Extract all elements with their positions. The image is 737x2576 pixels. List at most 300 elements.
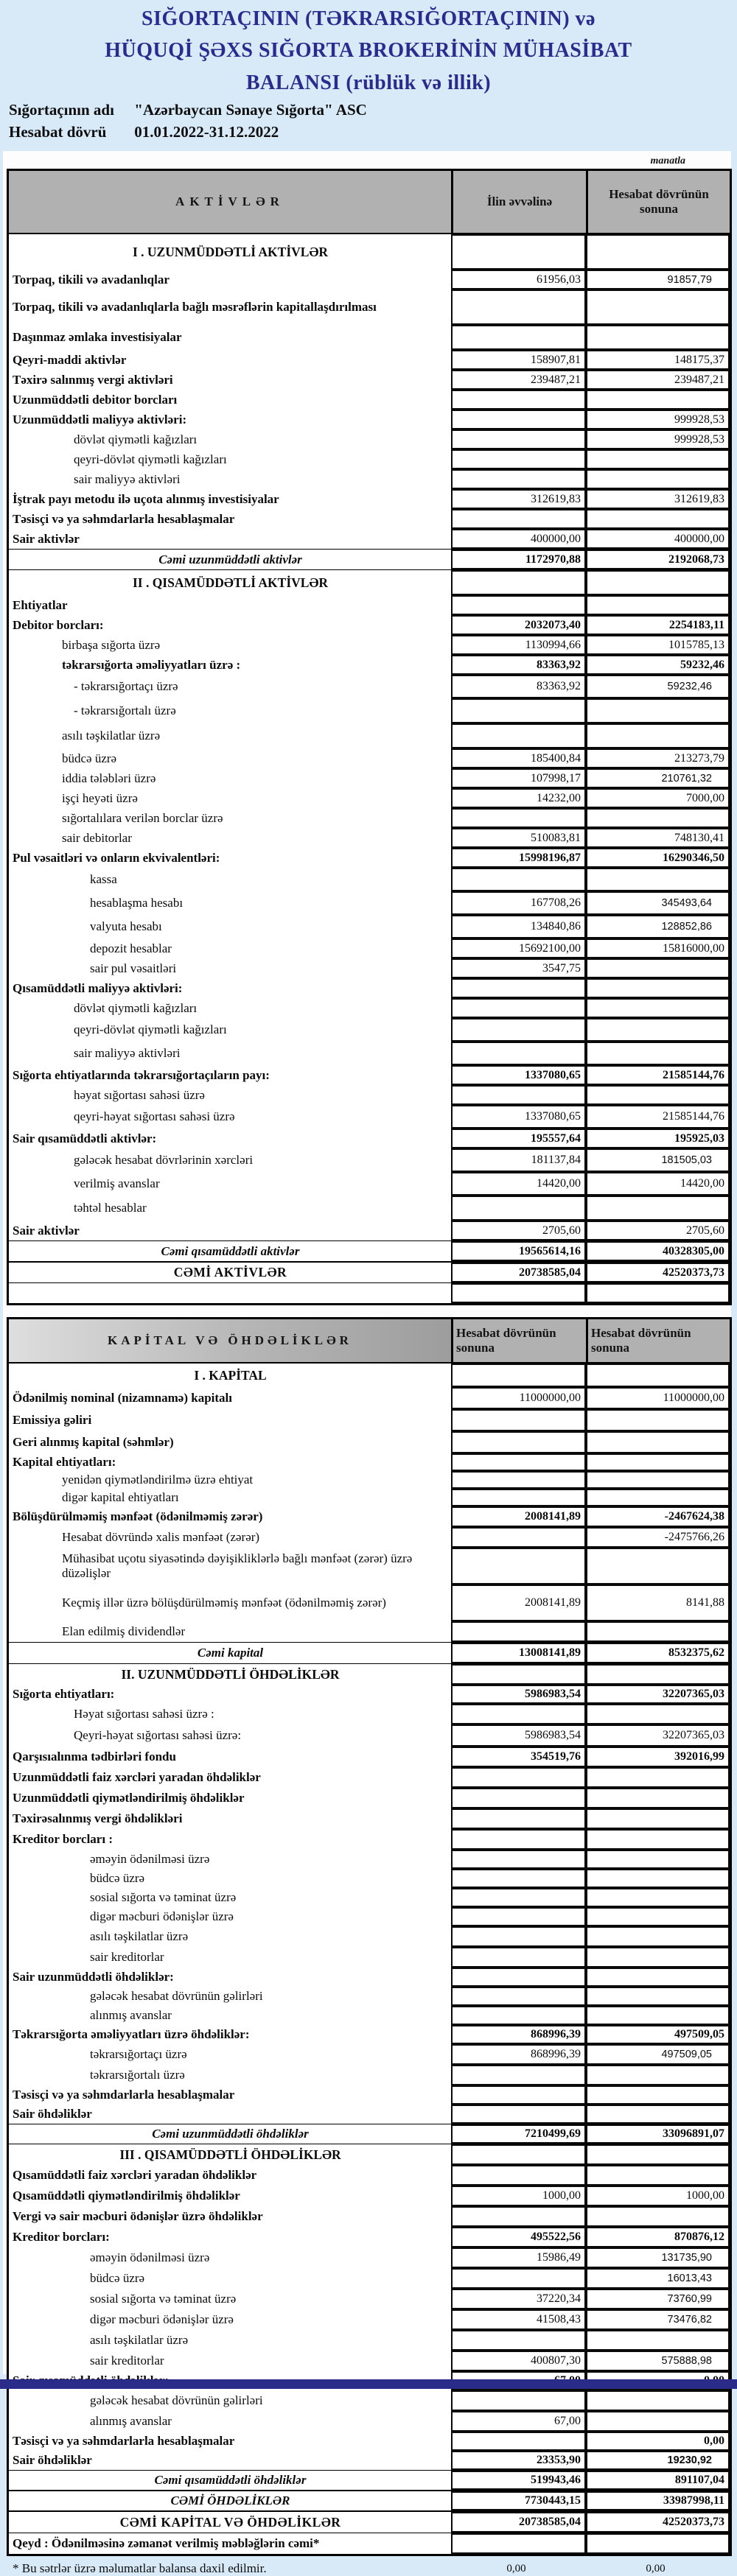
row-label: digər məcburi ödənişlər üzrə [90, 2312, 234, 2327]
table-row [9, 1621, 730, 1642]
value-col-1: 868996,39 [451, 2044, 586, 2065]
table-row [9, 1148, 730, 1172]
value-col-2 [586, 1767, 730, 1788]
value-col-1 [451, 2533, 586, 2554]
assets-table [7, 169, 732, 1305]
row-label: Uzunmüddətli qiymətləndirilmiş öhdəliklər [13, 1791, 245, 1805]
table-row [9, 1262, 730, 1283]
value-col-1 [451, 1018, 586, 1042]
row-label: CƏMİ AKTİVLƏR [173, 1265, 287, 1280]
value-col-1 [451, 2206, 586, 2227]
row-label: Ehtiyatlar [13, 597, 68, 612]
table-row [9, 698, 730, 723]
row-label: Sair aktivlər [13, 531, 80, 546]
value-col-2: 345493,64 [586, 891, 730, 915]
value-col-2 [586, 234, 730, 270]
value-col-2: 42520373,73 [586, 1263, 730, 1282]
row-label: Qısamüddətli qiymətləndirilmiş öhdəliklər [13, 2189, 240, 2203]
table-row [9, 350, 730, 370]
value-col-1 [451, 2268, 586, 2289]
value-col-1 [451, 1808, 586, 1829]
row-label: Mühasibat uçotu siyasətində dəyişikliklərlə bağlı mənfəət (zərər) üzrə düzəlişlər [62, 1551, 413, 1580]
value-col-1: 1337080,65 [451, 1105, 586, 1129]
value-col-2: 999928,53 [586, 410, 730, 429]
row-label: - təkrarsığortalı üzrə [74, 703, 176, 718]
row-label: təkrarsığortalı üzrə [90, 2068, 185, 2082]
table-row [9, 675, 730, 698]
table-row [9, 390, 730, 410]
value-col-2: 33096891,07 [586, 2124, 730, 2144]
table-row [9, 1065, 730, 1085]
table-row [9, 1387, 730, 1409]
value-col-1 [451, 1489, 586, 1506]
value-col-1: 13008141,89 [451, 1643, 586, 1663]
table-row [9, 891, 730, 915]
row-label: Təxirə salınmış vergi aktivləri [13, 372, 173, 387]
row-label: sair debitorlar [62, 830, 132, 845]
value-col-1 [451, 1968, 586, 1987]
value-col-1 [451, 698, 586, 723]
table-row [9, 1085, 730, 1105]
row-label: həyat sığortası sahəsi üzrə [74, 1087, 205, 1102]
row-label: Torpaq, tikili və avadanlıqlarla bağlı məsrəflərin kapitallaşdırılması [13, 300, 377, 315]
value-col-1: 15998196,87 [451, 848, 586, 868]
value-col-2 [586, 1409, 730, 1431]
row-label: Pul vəsaitləri və onların ekvivalentləri: [13, 850, 220, 865]
value-col-2: 73760,99 [586, 2289, 730, 2309]
value-col-1: 1172970,88 [451, 550, 586, 569]
value-col-1 [451, 2085, 586, 2105]
value-col-2: 21585144,76 [586, 1065, 730, 1085]
assets-header-col1: İlin əvvəlinə [451, 171, 586, 233]
value-col-1: 11000000,00 [451, 1387, 586, 1409]
value-col-1 [451, 1085, 586, 1105]
row-label: Qısamüddətli maliyyə aktivləri: [13, 980, 183, 995]
page-title [0, 3, 737, 99]
value-col-2: 999928,53 [586, 429, 730, 449]
row-label: sair kreditorlar [90, 2354, 164, 2368]
table-row [9, 808, 730, 828]
value-col-2 [586, 390, 730, 410]
value-col-2 [586, 958, 730, 978]
table-row [9, 509, 730, 529]
table-row [9, 1196, 730, 1221]
table-row [9, 1664, 730, 1685]
value-col-1: 61956,03 [451, 270, 586, 289]
row-label: Təkrarsığorta əməliyyatları üzrə öhdəliklər: [13, 2027, 250, 2042]
value-col-1 [451, 868, 586, 891]
value-col-2 [586, 2533, 730, 2554]
sheet-panel [3, 151, 731, 2575]
row-label: Sair qısamüddətli aktivlər: [13, 1131, 157, 1145]
table-row [9, 615, 730, 635]
row-label: əməyin ödənilməsi üzrə [90, 1852, 210, 1867]
row-label: Sair uzunmüddətli öhdəliklər: [13, 1970, 174, 1984]
row-label: təhtəl hesablar [74, 1201, 147, 1215]
value-col-2 [586, 1947, 730, 1968]
table-row [9, 549, 730, 570]
footnote-text: * Bu sətrlər üzrə məlumatlar balansa daxil edilmir. [13, 2561, 267, 2575]
assets-header-label: AKTİVLƏR [9, 171, 451, 233]
table-row [9, 1364, 730, 1387]
value-col-2: 15816000,00 [586, 938, 730, 958]
row-label: Sair öhdəliklər [13, 2107, 92, 2121]
table-row [9, 270, 730, 289]
value-col-2 [586, 1869, 730, 1888]
table-row [9, 1747, 730, 1767]
table-row [9, 1283, 730, 1303]
table-row [9, 1829, 730, 1850]
row-label: sair pul vəsaitləri [90, 961, 177, 975]
value-col-1: 83363,92 [451, 675, 586, 698]
value-col-2: 575888,98 [586, 2351, 730, 2371]
value-col-1 [451, 1788, 586, 1808]
row-label: hesablaşma hesabı [90, 896, 184, 910]
row-label: Qeyri-maddi aktivlər [13, 352, 127, 367]
row-label: yenidən qiymətləndirilmə üzrə ehtiyat [62, 1473, 254, 1487]
table-row [9, 2105, 730, 2124]
value-col-2 [586, 2144, 730, 2165]
table-row [9, 2025, 730, 2044]
reporting-period-line [9, 121, 367, 143]
table-row [9, 1129, 730, 1148]
footnote-row [7, 2561, 727, 2576]
value-col-2 [586, 1888, 730, 1907]
row-label: sair maliyyə aktivləri [74, 1046, 181, 1061]
row-label: əməyin ödənilməsi üzrə [90, 2250, 210, 2265]
table-row [9, 938, 730, 958]
value-col-2: 2254183,11 [586, 615, 730, 635]
value-col-2 [586, 808, 730, 828]
value-col-2: 748130,41 [586, 828, 730, 848]
value-col-1 [451, 723, 586, 748]
table-row [9, 595, 730, 615]
value-col-1: 15986,49 [451, 2247, 586, 2268]
row-label: Uzunmüddətli faiz xərcləri yaradan öhdəliklər [13, 1770, 261, 1785]
row-label: Ödənilmiş nominal (nizamnamə) kapitalı [13, 1391, 232, 1405]
table-row [9, 2065, 730, 2085]
row-label: qeyri-dövlət qiymətli kağızları [74, 1022, 227, 1037]
value-col-2: 16013,43 [586, 2268, 730, 2289]
table-row [9, 570, 730, 595]
value-col-2: 14420,00 [586, 1172, 730, 1196]
table-row [9, 1907, 730, 1926]
value-col-1: 23353,90 [451, 2451, 586, 2470]
value-col-1 [451, 570, 586, 595]
row-label: - təkrarsığortaçı üzrə [74, 679, 178, 694]
liabilities-table [7, 1317, 732, 2556]
value-col-2 [586, 1968, 730, 1987]
row-label: Qeyri-həyat sığortası sahəsi üzrə: [74, 1728, 242, 1743]
table-row [9, 635, 730, 655]
value-col-1 [451, 1987, 586, 2006]
value-col-1: 3547,75 [451, 958, 586, 978]
table-row [9, 1808, 730, 1829]
row-label: Sığorta ehtiyatları: [13, 1687, 115, 1702]
row-label: Hesabat dövründə xalis mənfəət (zərər) [62, 1530, 260, 1545]
value-col-1: 20738585,04 [451, 2512, 586, 2533]
value-col-2 [586, 325, 730, 350]
insurer-label: Sığortaçının adı [9, 101, 114, 119]
table-row [9, 2085, 730, 2105]
table-row [9, 370, 730, 390]
value-col-1 [451, 429, 586, 449]
table-row [9, 1987, 730, 2006]
row-label: Emissiya gəliri [13, 1413, 92, 1428]
value-col-2 [586, 698, 730, 723]
value-col-1: 239487,21 [451, 370, 586, 390]
value-col-2 [586, 1471, 730, 1489]
value-col-2: 21585144,76 [586, 1105, 730, 1129]
row-label: Qeyd : Ödənilməsinə zəmanət verilmiş məbləğlərin cəmi* [13, 2536, 320, 2551]
row-label: Bölüşdürülməmiş mənfəət (ödənilməmiş zərər) [13, 1509, 263, 1524]
value-col-2: -2475766,26 [586, 1527, 730, 1548]
value-col-2: 2705,60 [586, 1221, 730, 1240]
value-col-1: 1000,00 [451, 2186, 586, 2206]
value-col-2: 33987998,11 [586, 2491, 730, 2510]
bottom-navy-bar [0, 2379, 737, 2389]
table-row [9, 1968, 730, 1987]
value-col-1: 14232,00 [451, 788, 586, 808]
value-col-2: 91857,79 [586, 270, 730, 289]
value-col-1: 510083,81 [451, 828, 586, 848]
table-row [9, 2470, 730, 2491]
value-col-1 [451, 1907, 586, 1926]
liabilities-header-label: KAPİTAL VƏ ÖHDƏLİKLƏR [9, 1319, 451, 1362]
value-col-2 [586, 2165, 730, 2186]
value-col-1 [451, 509, 586, 529]
value-col-2: 312619,83 [586, 489, 730, 509]
value-col-1 [451, 1947, 586, 1968]
table-row [9, 1788, 730, 1808]
table-row [9, 2533, 730, 2554]
table-row [9, 748, 730, 768]
value-col-2 [586, 1085, 730, 1105]
value-col-1 [451, 2390, 586, 2411]
value-col-2: 19230,92 [586, 2451, 730, 2470]
value-col-1: 107998,17 [451, 768, 586, 788]
row-label: işçi heyəti üzrə [62, 790, 138, 805]
insurer-value: "Azərbaycan Sənaye Sığorta" ASC [134, 101, 367, 119]
value-col-1: 19565614,16 [451, 1241, 586, 1261]
row-label: Təsisçi və ya səhmdarlarla hesablaşmalar [13, 2088, 235, 2102]
insurer-name-line [9, 99, 367, 121]
table-row [9, 2351, 730, 2371]
row-label: təkrarsığorta əməliyyatları üzrə : [62, 657, 241, 672]
table-row [9, 2206, 730, 2227]
table-row [9, 2124, 730, 2144]
value-col-1: 7730443,15 [451, 2491, 586, 2510]
value-col-1: 15692100,00 [451, 938, 586, 958]
row-label: Cəmi qısamüddətli öhdəliklər [154, 2473, 307, 2488]
row-label: sosial sığorta və təminat üzrə [90, 2292, 237, 2306]
table-row [9, 1947, 730, 1968]
table-row [9, 768, 730, 788]
value-col-1: 2705,60 [451, 1221, 586, 1240]
row-label: asılı təşkilatlar üzrə [90, 1929, 189, 1944]
value-col-2 [586, 1829, 730, 1850]
table-row [9, 2511, 730, 2533]
value-col-2 [586, 1788, 730, 1808]
row-label: alınmış avanslar [90, 2008, 172, 2023]
value-col-1 [451, 1704, 586, 1724]
value-col-2 [586, 1453, 730, 1471]
value-col-1: 83363,92 [451, 655, 586, 675]
value-col-2: 128852,86 [586, 915, 730, 938]
value-col-2: 32207365,03 [586, 1724, 730, 1747]
value-col-2 [586, 2085, 730, 2105]
row-label: sair kreditorlar [90, 1950, 164, 1965]
value-col-1: 2032073,40 [451, 615, 586, 635]
value-col-1: 195557,64 [451, 1129, 586, 1148]
assets-table-body [9, 234, 730, 1303]
value-col-2: 148175,37 [586, 350, 730, 370]
table-row [9, 2144, 730, 2165]
row-label: dövlət qiymətli kağızları [74, 1000, 198, 1015]
row-label: Qısamüddətli faiz xərcləri yaradan öhdəliklər [13, 2168, 257, 2183]
table-row [9, 1850, 730, 1869]
row-label [9, 1283, 451, 1303]
table-row [9, 1642, 730, 1664]
row-label: valyuta hesabı [90, 919, 162, 934]
page-title-line-1: SIĞORTAÇININ (TƏKRARSIĞORTAÇININ) və [142, 7, 595, 30]
value-col-2: 131735,90 [586, 2247, 730, 2268]
value-col-2: 8532375,62 [586, 1643, 730, 1663]
value-col-1 [451, 1283, 586, 1303]
value-col-2 [586, 1704, 730, 1724]
value-col-2 [586, 1548, 730, 1584]
liabilities-table-header [9, 1319, 730, 1364]
page-title-line-2: HÜQUQİ ŞƏXS SIĞORTA BROKERİNİN MÜHASİBAT [105, 39, 632, 63]
value-col-1: 20738585,04 [451, 1263, 586, 1282]
row-label: CƏMİ ÖHDƏLİKLƏR [170, 2493, 290, 2508]
value-col-2: 181505,03 [586, 1148, 730, 1172]
value-col-2: 497509,05 [586, 2044, 730, 2065]
value-col-2: 2192068,73 [586, 550, 730, 569]
value-col-1 [451, 998, 586, 1018]
row-label: Vergi və sair məcburi ödənişlər üzrə öhdəliklər [13, 2209, 263, 2224]
row-label: Uzunmüddətli debitor borcları [13, 392, 178, 407]
table-row [9, 489, 730, 509]
value-col-1 [451, 1869, 586, 1888]
value-col-2 [586, 1850, 730, 1869]
row-label: Cəmi uzunmüddətli aktivlər [158, 552, 302, 566]
table-row [9, 2451, 730, 2470]
value-col-2 [586, 1489, 730, 1506]
value-col-1: 519943,46 [451, 2471, 586, 2490]
table-row [9, 449, 730, 469]
table-row [9, 958, 730, 978]
table-row [9, 1453, 730, 1471]
table-row [9, 2268, 730, 2289]
row-label: Sair aktivlər [13, 1223, 80, 1238]
row-label: asılı təşkilatlar üzrə [62, 729, 161, 743]
value-col-1 [451, 2006, 586, 2025]
value-col-1: 1337080,65 [451, 1065, 586, 1085]
table-row [9, 1018, 730, 1042]
value-col-2 [586, 1926, 730, 1947]
row-label: depozit hesablar [90, 941, 172, 955]
table-row [9, 1409, 730, 1431]
liabilities-table-body [9, 1364, 730, 2554]
value-col-2: 497509,05 [586, 2025, 730, 2044]
value-col-1: 14420,00 [451, 1172, 586, 1196]
value-col-2 [586, 2105, 730, 2124]
value-col-2 [586, 978, 730, 998]
value-col-1 [451, 1527, 586, 1548]
value-col-1: 67,00 [451, 2411, 586, 2432]
table-row [9, 1888, 730, 1907]
value-col-2: 16290346,50 [586, 848, 730, 868]
table-row [9, 1471, 730, 1489]
value-col-2 [586, 1042, 730, 1065]
value-col-2 [586, 509, 730, 529]
row-label: Sığorta ehtiyatlarında təkrarsığortaçıların payı: [13, 1067, 270, 1082]
value-col-1 [451, 410, 586, 429]
value-col-2 [586, 1808, 730, 1829]
assets-table-header [9, 171, 730, 234]
row-label: Daşınmaz əmlaka investisiyalar [13, 330, 182, 345]
value-col-1 [451, 2144, 586, 2165]
table-row [9, 2165, 730, 2186]
value-col-1: 37220,34 [451, 2289, 586, 2309]
value-col-2 [586, 1664, 730, 1685]
value-col-1 [451, 469, 586, 489]
table-row [9, 868, 730, 891]
table-row [9, 828, 730, 848]
row-label: dövlət qiymətli kağızları [74, 432, 198, 446]
table-row [9, 289, 730, 325]
value-col-1: 181137,84 [451, 1148, 586, 1172]
value-col-2 [586, 723, 730, 748]
period-label: Hesabat dövrü [9, 123, 107, 141]
row-label: II. UZUNMÜDDƏTLİ ÖHDƏLİKLƏR [121, 1666, 340, 1682]
row-label: II . QISAMÜDDƏTLİ AKTİVLƏR [132, 575, 329, 590]
row-label: Elan edilmiş dividendlər [62, 1624, 186, 1639]
value-col-2 [586, 2330, 730, 2351]
value-col-1: 1130994,66 [451, 635, 586, 655]
value-col-1 [451, 1926, 586, 1947]
row-label: Debitor borcları: [13, 617, 104, 632]
table-row [9, 1685, 730, 1704]
value-col-2: 239487,21 [586, 370, 730, 390]
table-row [9, 1869, 730, 1888]
table-row [9, 2044, 730, 2065]
row-label: iddia tələbləri üzrə [62, 771, 156, 785]
row-label: Həyat sığortası sahəsi üzrə : [74, 1707, 214, 1722]
value-col-1 [451, 1042, 586, 1065]
value-col-1: 400000,00 [451, 529, 586, 549]
value-col-2: 8141,88 [586, 1584, 730, 1621]
row-label: gələcək hesabat dövrünün gəlirləri [90, 2393, 263, 2408]
row-label: sosial sığorta və təminat üzrə [90, 1890, 237, 1905]
row-label: gələcək hesabat dövrlərinin xərcləri [74, 1153, 254, 1168]
row-label: qeyri-həyat sığortası sahəsi üzrə [74, 1109, 235, 1124]
value-col-2 [586, 1283, 730, 1303]
table-row [9, 2390, 730, 2411]
value-col-1 [451, 1850, 586, 1869]
value-col-2 [586, 1196, 730, 1221]
row-label: təkrarsığortaçı üzrə [90, 2047, 187, 2062]
value-col-1: 2008141,89 [451, 1584, 586, 1621]
value-col-2 [586, 1364, 730, 1387]
value-col-2 [586, 289, 730, 325]
row-label: I . KAPİTAL [194, 1367, 267, 1383]
table-row [9, 469, 730, 489]
value-col-1 [451, 234, 586, 270]
value-col-2: 1015785,13 [586, 635, 730, 655]
table-row [9, 2491, 730, 2511]
